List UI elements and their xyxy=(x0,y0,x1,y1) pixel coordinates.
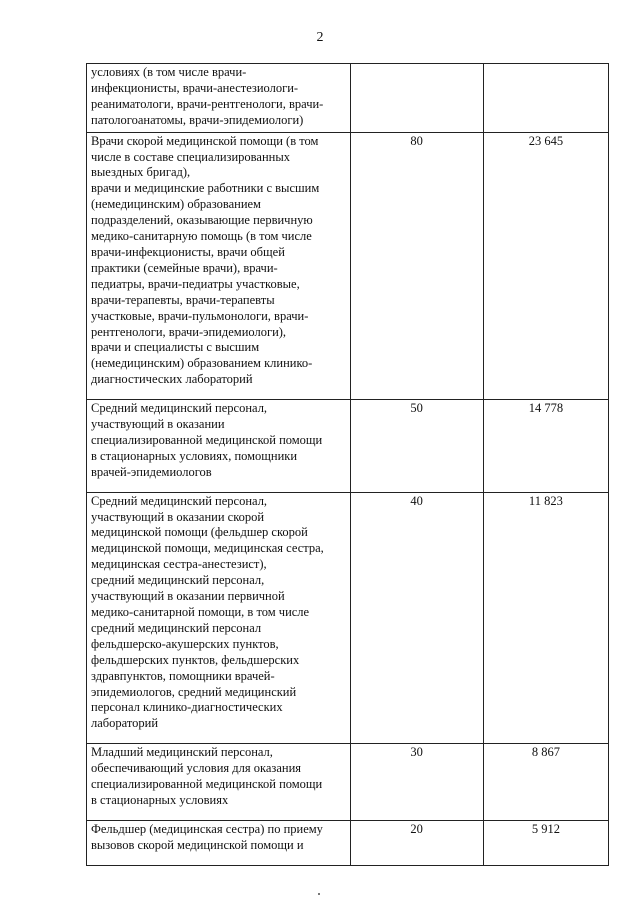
category-description-line: участковые, врачи-пульмонологи, врачи- xyxy=(91,308,309,323)
category-description-line: фельдшерских пунктов, фельдшерских xyxy=(91,652,300,667)
amount-cell: 8 867 xyxy=(483,744,608,821)
category-description-line: врачей-эпидемиологов xyxy=(91,464,212,479)
category-description-line: Младший медицинский персонал, xyxy=(91,745,273,760)
table-row xyxy=(87,132,609,400)
category-description-line: персонал клинико-диагностических xyxy=(91,700,283,715)
category-description-cell xyxy=(87,492,351,744)
category-description-line: обеспечивающий условия для оказания xyxy=(91,761,302,776)
category-description-line: условиях (в том числе врачи- xyxy=(91,65,247,79)
category-description-line: Средний медицинский персонал, xyxy=(91,401,268,416)
category-description-line: (немедицинским) образованием клинико- xyxy=(91,356,313,371)
coefficient-cell: 50 xyxy=(350,400,483,493)
amount-cell: 14 778 xyxy=(483,400,608,493)
category-description-line: медико-санитарную помощь (в том числе xyxy=(91,229,312,244)
category-description-line: врачи и медицинские работники с высшим xyxy=(91,181,320,196)
table-row xyxy=(87,400,609,493)
amount-cell: 11 823 xyxy=(483,492,608,744)
category-description-line: участвующий в оказании скорой xyxy=(91,509,265,524)
category-description-line: врачи-инфекционисты, врачи общей xyxy=(91,244,285,259)
category-description-line: средний медицинский персонал, xyxy=(91,573,265,588)
category-description-line: врачи-терапевты, врачи-терапевты xyxy=(91,292,275,307)
category-description-line: лабораторий xyxy=(91,716,159,731)
category-description-line: специализированной медицинской помощи xyxy=(91,432,323,447)
category-description-line: Фельдшер (медицинская сестра) по приему xyxy=(91,821,323,836)
category-description-line: числе в составе специализированных xyxy=(91,149,290,164)
table-row xyxy=(87,492,609,744)
coefficient-cell: 80 xyxy=(350,132,483,400)
category-description-line: в стационарных условиях, помощники xyxy=(91,448,298,463)
scan-artifact-dot xyxy=(318,893,320,895)
amount-cell: 23 645 xyxy=(483,132,608,400)
table-row xyxy=(87,820,609,865)
category-description-cell xyxy=(87,400,351,493)
category-description-line: вызовов скорой медицинской помощи и xyxy=(91,837,304,852)
category-description-line: диагностических лабораторий xyxy=(91,372,253,387)
category-description-line: специализированной медицинской помощи xyxy=(91,777,323,792)
category-description-line: педиатры, врачи-педиатры участковые, xyxy=(91,276,300,291)
category-description-line: эпидемиологов, средний медицинский xyxy=(91,684,297,699)
coefficient-cell: 40 xyxy=(350,492,483,744)
table-row xyxy=(87,744,609,821)
category-description-line: (немедицинским) образованием xyxy=(91,197,261,212)
category-description-line: реаниматологи, врачи-рентгенологи, врачи- xyxy=(91,96,324,111)
category-description-line: Средний медицинский персонал, xyxy=(91,493,268,508)
category-description-line: фельдшерско-акушерских пунктов, xyxy=(91,636,279,651)
category-description-line: здравпунктов, помощники врачей- xyxy=(91,668,275,683)
category-description-line: практики (семейные врачи), врачи- xyxy=(91,260,278,275)
coefficient-cell: 30 xyxy=(350,744,483,821)
category-description-cell xyxy=(87,744,351,821)
category-description-cell xyxy=(87,820,351,865)
category-description-line: участвующий в оказании xyxy=(91,417,225,432)
category-description-line: медицинская сестра-анестезист), xyxy=(91,557,267,572)
category-description-line: медико-санитарной помощи, в том числе xyxy=(91,605,310,619)
category-description-line: в стационарных условиях xyxy=(91,792,229,807)
category-description-line: медицинской помощи (фельдшер скорой xyxy=(91,525,308,540)
category-description-line: подразделений, оказывающие первичную xyxy=(91,213,313,228)
category-description-line: участвующий в оказании первичной xyxy=(91,589,285,604)
category-description-line: рентгенологи, врачи-эпидемиологи), xyxy=(91,324,287,339)
category-description-line: Врачи скорой медицинской помощи (в том xyxy=(91,133,319,148)
payment-table xyxy=(86,63,609,866)
amount-cell xyxy=(483,64,608,133)
category-description-line: средний медицинский персонал xyxy=(91,620,262,635)
category-description-cell xyxy=(87,132,351,400)
category-description-line: врачи и специалисты с высшим xyxy=(91,340,260,355)
table-row xyxy=(87,64,609,133)
page-number: 2 xyxy=(316,30,324,45)
category-description-line: выездных бригад), xyxy=(91,165,191,180)
category-description-line: инфекционисты, врачи-анестезиологи- xyxy=(91,80,299,95)
coefficient-cell xyxy=(350,64,483,133)
category-description-cell xyxy=(87,64,351,133)
table-body xyxy=(87,64,609,866)
amount-cell: 5 912 xyxy=(483,820,608,865)
category-description-line: медицинской помощи, медицинская сестра, xyxy=(91,541,324,556)
category-description-line: патологоанатомы, врачи-эпидемиологи) xyxy=(91,112,304,127)
coefficient-cell: 20 xyxy=(350,820,483,865)
